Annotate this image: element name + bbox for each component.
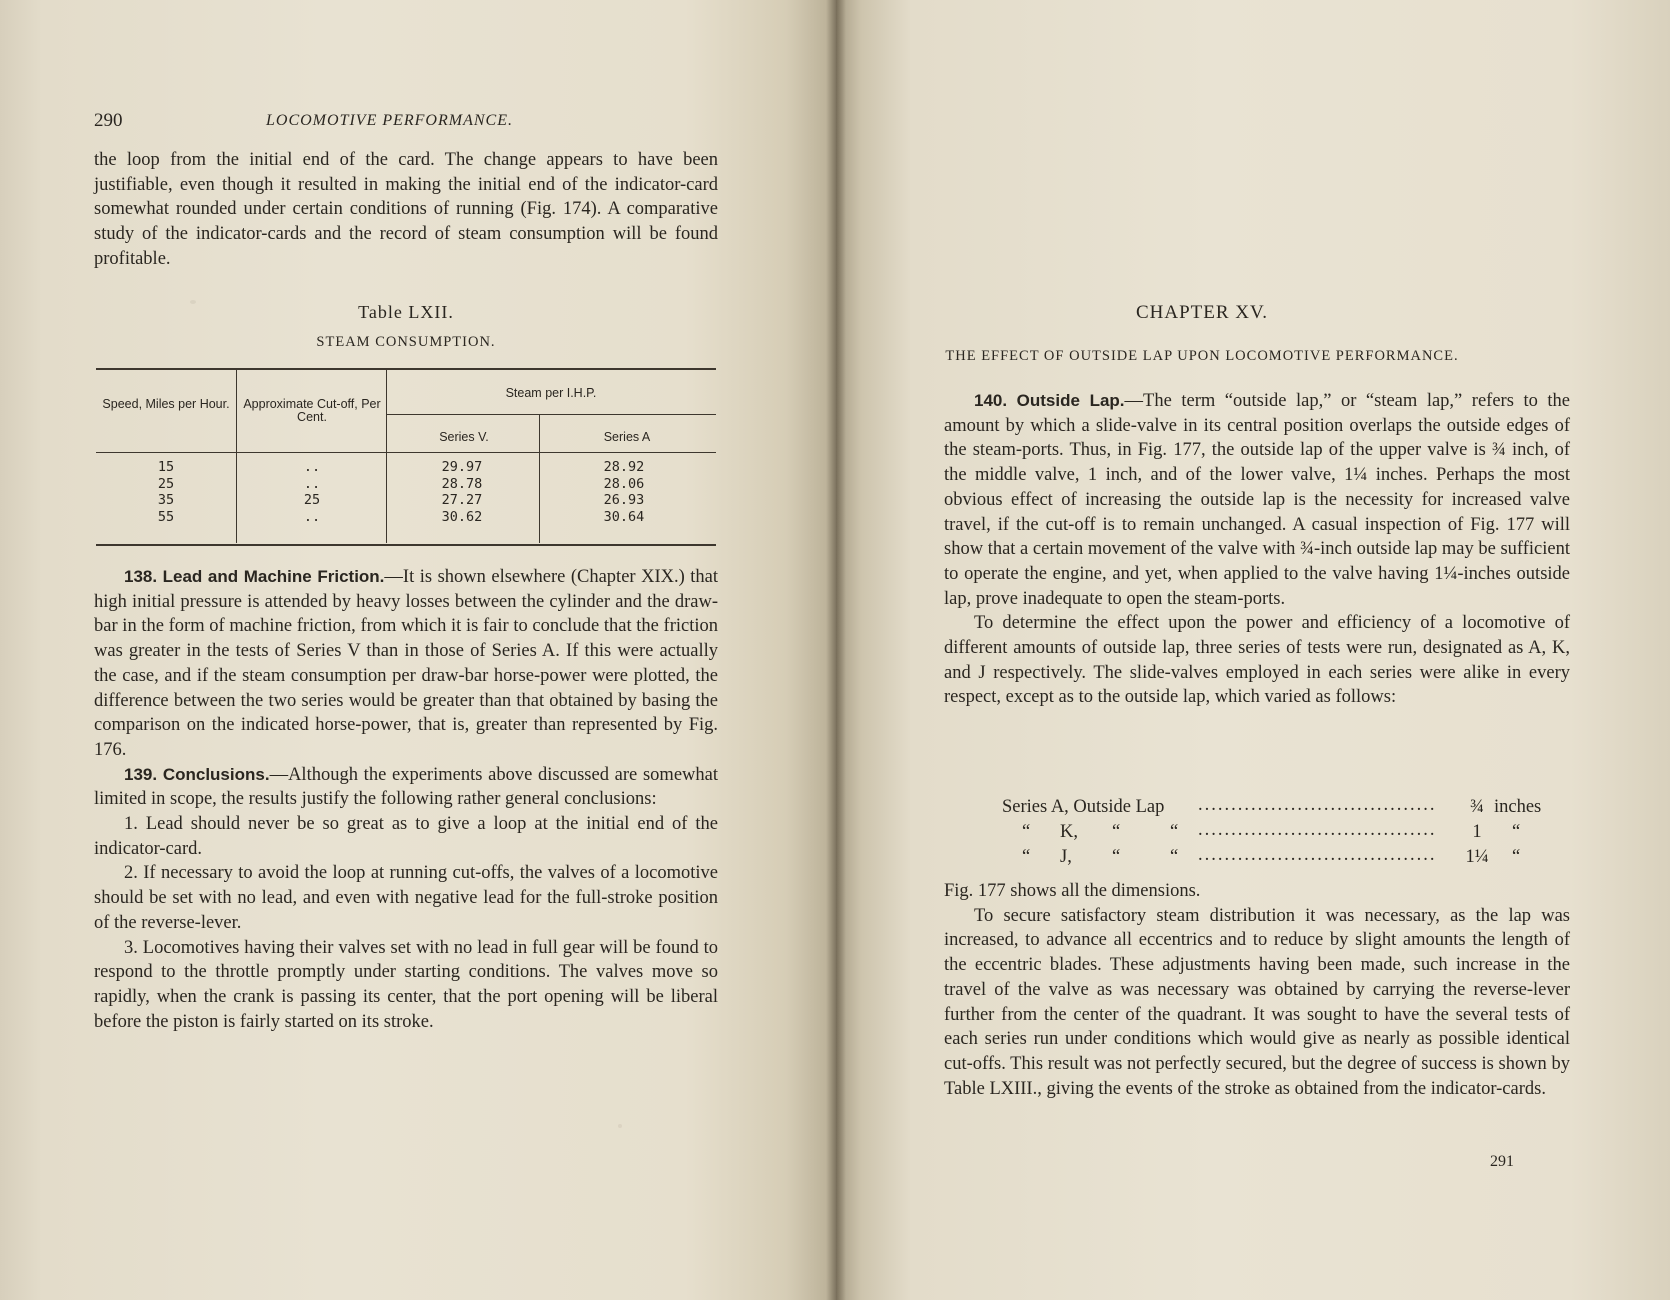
lap-label-j: J,: [1060, 847, 1072, 867]
conclusion-2: 2. If necessary to avoid the loop at running cut-offs, the valves of a locomotive should be set with no lead, and even with negative lead for the full-stroke position of the reverse-lever.: [94, 863, 718, 933]
header-series-a: Series A: [603, 430, 651, 444]
speck: [618, 1124, 622, 1128]
table-caption: Table LXII.: [358, 302, 454, 322]
ditto-mark: “: [1170, 847, 1179, 867]
leader-dots: ....................................: [1198, 820, 1437, 840]
lap-row-a: [1002, 795, 1542, 821]
paragraph-3: To secure satisfactory steam distribution it was necessary, as the lap was increased, to advance all eccentrics and to reduce by slight amounts the length of the eccentric blades. These adjustments having been made, such increase in the travel of the valve as was necessary was obtained by carrying the reverse-lever further from the center of the quadrant. It was sought to have the several tests of each series run under conditions which would give as nearly as possible identical cut-offs. This result was not perfectly secured, but the degree of success is shown by Table LXIII., giving the events of the stroke as obtained from the indicator-cards.: [944, 905, 1570, 1099]
table-group-rule: [386, 414, 716, 415]
table-subtitle: STEAM CONSUMPTION.: [316, 334, 496, 350]
section-138-text: —It is shown elsewhere (Chapter XIX.) that high initial pressure is attended by heavy losses between the cylinder and the draw-bar in the form of machine friction, from which it is fair to conclude that the friction was greater in the tests of Series V than in those of Series A. If this were actually the case, and if the steam consumption per draw-bar horse-power were plotted, the difference between the two series would be greater than that obtained by basing the comparison on the indicated horse-power, that is, greater than represented by Fig. 176.: [94, 567, 718, 760]
section-139-number: 139.: [124, 764, 158, 784]
table-top-rule: [96, 368, 716, 370]
lap-row-k: [1002, 822, 1522, 846]
section-138-number: 138.: [124, 567, 158, 586]
lap-unit: inches: [1494, 797, 1542, 817]
fig-note: Fig. 177 shows all the dimensions.: [944, 881, 1201, 901]
ditto-mark: “: [1022, 847, 1031, 867]
lap-value-k: 1: [1472, 822, 1482, 842]
leader-dots: ....................................: [1198, 845, 1437, 865]
page-number-right: 291: [1490, 1153, 1514, 1170]
header-cutoff: Approximate Cut-off, Per Cent.: [243, 397, 381, 424]
section-140: [944, 389, 1570, 710]
ditto-mark: “: [1112, 822, 1121, 842]
table-header-rule: [96, 452, 716, 453]
chapter-title: THE EFFECT OF OUTSIDE LAP UPON LOCOMOTIVE PERFORMANCE.: [945, 348, 1459, 364]
section-140-number: 140.: [974, 391, 1008, 410]
page-number-left: 290: [94, 110, 123, 131]
table-vrule-2: [386, 368, 387, 543]
conclusion-3: 3. Locomotives having their valves set with no lead in full gear will be found to respond to the throttle promptly under starting conditions. The valves move so rapidly, when the crank is passing its center, that the port opening will be liberal before the piston is fairly started on its stroke.: [94, 937, 718, 1032]
chapter-number: CHAPTER XV.: [1135, 302, 1269, 323]
ditto-mark: “: [1022, 822, 1031, 842]
table-vrule-1: [236, 368, 237, 543]
table-bottom-rule: [96, 544, 716, 546]
lap-row-j: [1002, 847, 1522, 871]
ditto-mark: “: [1170, 822, 1179, 842]
intro-paragraph: [94, 148, 718, 272]
lap-value-a: ¾: [1470, 797, 1484, 817]
column-speed: 15 25 35 55: [157, 459, 175, 525]
running-title: LOCOMOTIVE PERFORMANCE.: [266, 112, 513, 129]
header-speed: Speed, Miles per Hour.: [102, 397, 230, 411]
section-139-text: —Although the experiments above discussed are somewhat limited in scope, the results justify the following rather general conclusions:: [94, 764, 718, 810]
column-series-a: 28.92 28.06 26.93 30.64: [603, 459, 645, 525]
ditto-mark: “: [1112, 847, 1121, 867]
table-vrule-3: [539, 414, 540, 543]
right-lower-text: [944, 879, 1570, 1101]
steam-consumption-table: [96, 368, 716, 548]
section-140-title: Outside Lap.: [1016, 391, 1125, 410]
section-138-title: Lead and Machine Friction.: [162, 567, 385, 586]
section-139-title: Conclusions.: [162, 764, 270, 784]
header-steam-group: Steam per I.H.P.: [505, 386, 597, 400]
book-gutter: [826, 0, 846, 1300]
conclusion-1: 1. Lead should never be so great as to give a loop at the initial end of the indicator-card.: [94, 814, 718, 859]
header-series-v: Series V.: [439, 430, 489, 444]
column-series-v: 29.97 28.78 27.27 30.62: [441, 459, 483, 525]
leader-dots: ....................................: [1198, 795, 1437, 815]
column-cutoff: .. .. 25 ..: [303, 459, 321, 525]
section-138: [94, 565, 718, 1034]
lap-label-a: Series A, Outside Lap: [1002, 797, 1165, 817]
lap-label-k: K,: [1060, 822, 1078, 842]
intro-text: the loop from the initial end of the card. The change appears to have been justifiable, even though it resulted in making the initial end of the indicator-card somewhat rounded under certain conditions of running (Fig. 174). A comparative study of the indicator-cards and the record of steam consumption will be found profitable.: [94, 150, 718, 269]
section-140-text: —The term “outside lap,” or “steam lap,” refers to the amount by which a slide-valve in its central position overlaps the outside edges of the steam-ports. Thus, in Fig. 177, the outside lap of the upper valve is ¾ inch, of the middle valve, 1 inch, and of the lower valve, 1¼ inches. Perhaps the most obvious effect of increasing the outside lap is the necessity for increased valve travel, if the cut-off is to remain unchanged. A casual inspection of Fig. 177 will show that a certain movement of the valve with ¾-inch outside lap may be sufficient to operate the engine, and yet, when applied to the valve having 1¼-inches outside lap, prove inadequate to open the steam-ports.: [944, 391, 1570, 609]
ditto-mark: “: [1512, 847, 1521, 867]
speck: [190, 300, 196, 304]
lap-value-j: 1¼: [1465, 847, 1489, 867]
ditto-mark: “: [1512, 822, 1521, 842]
paragraph-2: To determine the effect upon the power and efficiency of a locomotive of different amounts of outside lap, three series of tests were run, designated as A, K, and J respectively. The slide-valves employed in each series were alike in every respect, except as to the outside lap, which varied as follows:: [944, 613, 1570, 708]
